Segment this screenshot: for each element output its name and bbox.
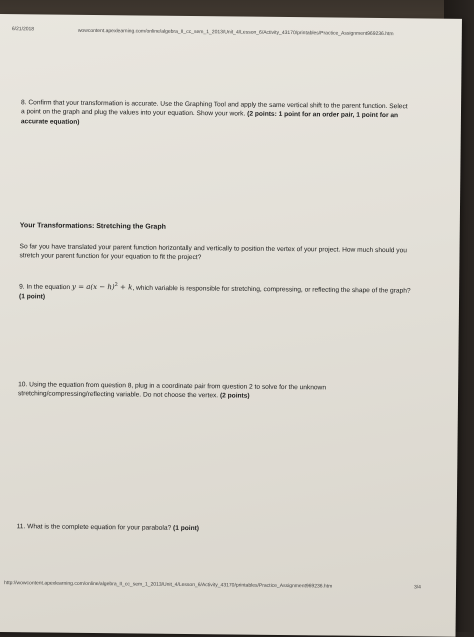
- question-11-points: (1 point): [172, 524, 200, 533]
- worksheet-page: [0, 14, 462, 637]
- vertex-form-equation: [72, 283, 133, 292]
- question-9-prefix: 9. In the equation: [19, 283, 72, 292]
- question-10-text: 10. Using the equation from question 8, plug in a coordinate pair from question 2 to solve for the unknown stretching/compressing/reflecting variable. Do not choose the vertex.: [17, 381, 327, 400]
- header-date: 6/21/2018: [11, 26, 35, 33]
- section-intro: So far you have translated your parent function horizontally and vertically to position the vertex of your project. How much should you stretch your parent function for your equation to fit the project?: [19, 243, 408, 262]
- equation-part-b: + k: [117, 283, 133, 292]
- question-11-text: 11. What is the complete equation for your parabola?: [16, 523, 174, 532]
- question-9-suffix: , which variable is responsible for stretching, compressing, or reflecting the shape of the graph?: [132, 284, 411, 295]
- question-11: [17, 522, 409, 536]
- question-9: [19, 280, 411, 305]
- question-9-points: (1 point): [19, 292, 46, 301]
- question-8-text: 8. Confirm that your transformation is accurate. Use the Graphing Tool and apply the same vertical shift to the parent function. Select a point on the graph and plug the values into your equation. Show your work.: [20, 99, 408, 118]
- question-10: [18, 380, 410, 403]
- question-8: [21, 98, 413, 130]
- equation-part-a: y = a(x − h): [71, 283, 115, 292]
- question-10-points: (2 points): [219, 392, 250, 401]
- footer-page-number: 3/4: [413, 584, 422, 591]
- footer-url: http://wowcontent.apexlearning.com/online/algebra_II_cc_sem_1_2013/Unit_4/Lesson_6/Activity_43170/printables/Practice_Assignment969236.htm: [4, 580, 333, 590]
- question-8-points: (2 points: 1 point for an order pair, 1 point for an accurate equation): [20, 110, 399, 126]
- header-url: wowcontent.apexlearning.com/online/algebra_II_cc_sem_1_2013/Unit_4/Lesson_6/Activity_43170/printables/Practice_Assignment969236.htm: [77, 27, 394, 38]
- section-title: Your Transformations: Stretching the Graph: [19, 222, 166, 231]
- equation-exponent: 2: [114, 282, 118, 289]
